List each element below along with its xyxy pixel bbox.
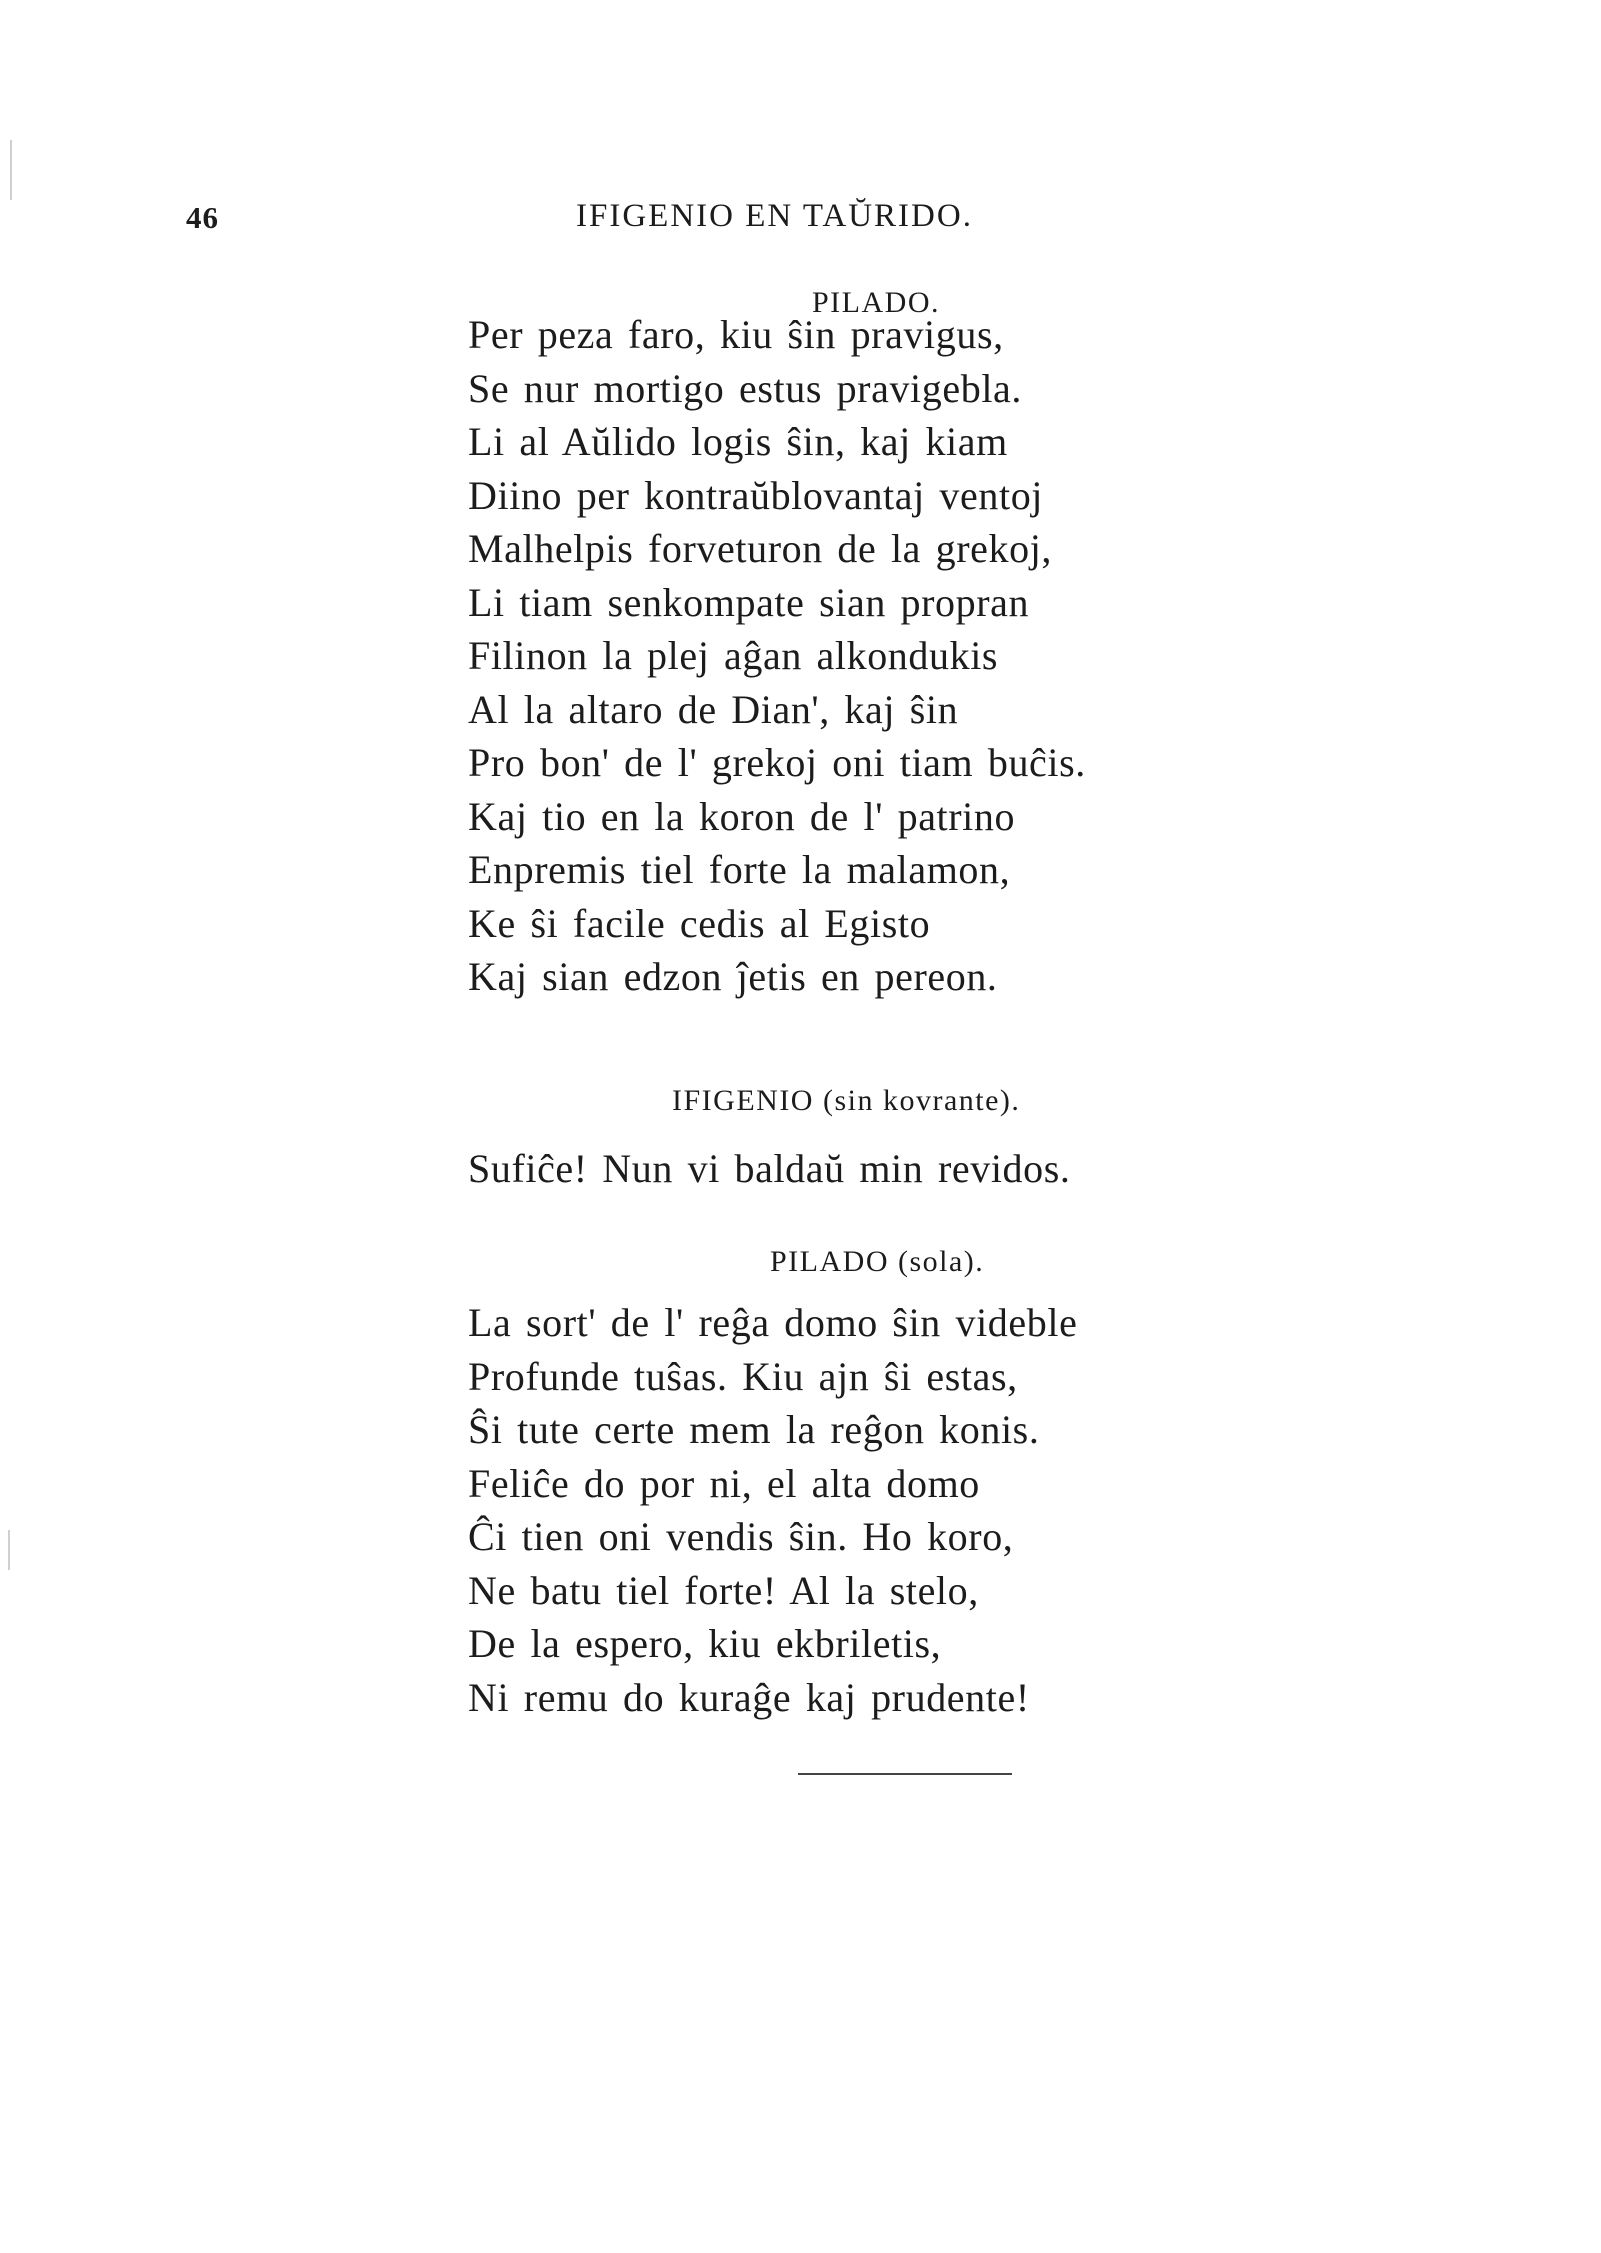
scan-edge-mark: [10, 140, 12, 200]
verse-line: Kaj sian edzon ĵetis en pereon.: [468, 954, 998, 999]
verse-line: Enpremis tiel forte la malamon,: [468, 847, 1011, 892]
verse-line: Kaj tio en la koron de l' patrino: [468, 793, 1016, 839]
verse-stanza: [468, 1142, 1071, 1196]
verse-line: Malhelpis forveturon de la grekoj,: [468, 526, 1053, 571]
verse-line: Ni remu do kuraĝe kaj prudente!: [468, 1674, 1030, 1720]
verse-line: De la espero, kiu ekbriletis,: [468, 1621, 942, 1666]
verse-line: La sort' de l' reĝa domo ŝin videble: [468, 1300, 1078, 1345]
verse-line: Per peza faro, kiu ŝin pravigus,: [468, 312, 1004, 357]
verse-line: Ne batu tiel forte! Al la stelo,: [468, 1567, 979, 1613]
verse-line: Feliĉe do por ni, el alta domo: [468, 1460, 980, 1506]
verse-line: Diino per kontraŭblovantaj ventoj: [468, 472, 1044, 518]
page-number: 46: [186, 200, 219, 235]
verse-line: Li al Aŭlido logis ŝin, kaj kiam: [468, 419, 1008, 464]
verse-line: Ke ŝi facile cedis al Egisto: [468, 900, 931, 946]
verse-line: Al la altaro de Dian', kaj ŝin: [468, 686, 959, 732]
verse-line: Pro bon' de l' grekoj oni tiam buĉis.: [468, 740, 1086, 785]
verse-line: Profunde tuŝas. Kiu ajn ŝi estas,: [468, 1353, 1018, 1399]
verse-line: Li tiam senkompate sian propran: [468, 579, 1030, 625]
verse-line: Ĉi tien oni vendis ŝin. Ho koro,: [468, 1514, 1014, 1559]
verse-line: Se nur mortigo estus pravigebla.: [468, 365, 1022, 411]
verse-stanza: [468, 308, 1086, 1004]
speaker-heading: PILADO (sola).: [770, 1245, 985, 1278]
running-title: IFIGENIO EN TAŬRIDO.: [576, 198, 973, 234]
verse-line: Sufiĉe! Nun vi baldaŭ min revidos.: [468, 1146, 1071, 1191]
verse-stanza: [468, 1296, 1077, 1724]
scan-edge-mark: [8, 1530, 10, 1570]
verse-line: Filinon la plej aĝan alkondukis: [468, 633, 999, 678]
verse-line: Ŝi tute certe mem la reĝon konis.: [468, 1407, 1040, 1452]
speaker-heading: IFIGENIO (sin kovrante).: [672, 1084, 1021, 1117]
section-end-rule: [798, 1773, 1012, 1775]
speaker-heading: PILADO.: [812, 286, 940, 319]
